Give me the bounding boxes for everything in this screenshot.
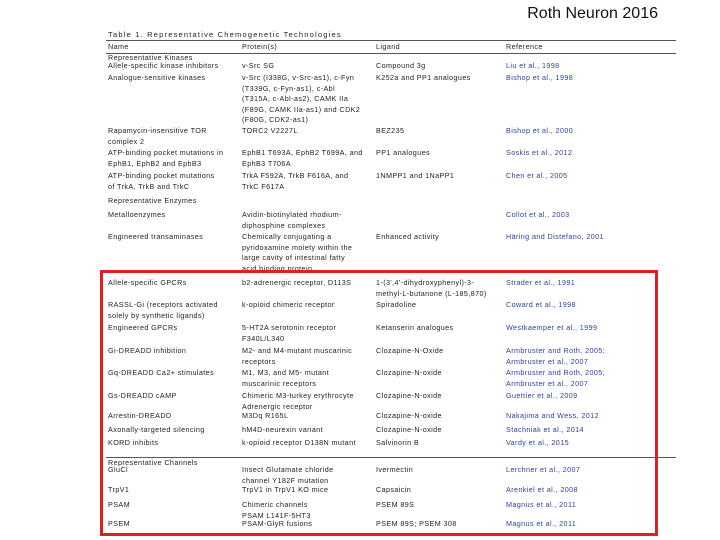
cell-line: KORD inhibits xyxy=(108,438,159,447)
cell-line: Ketanserin analogues xyxy=(376,323,454,332)
cell-line: PSEM 89S xyxy=(376,500,415,509)
cell-line: Allele-specific kinase inhibitors xyxy=(108,61,219,70)
cell-line: 5-HT2A serotonin receptor xyxy=(242,323,337,332)
cell-ligand xyxy=(376,73,471,84)
cell-line: Vardy et al., 2015 xyxy=(506,438,570,447)
cell-line: Coward et al., 1998 xyxy=(506,300,576,309)
cell-line: Armbruster et al., 2007 xyxy=(506,356,589,366)
cell-line: RASSL-Gi (receptors activated xyxy=(108,300,218,309)
cell-line: Analogue-sensitive kinases xyxy=(108,73,206,82)
cell-line: PSEM xyxy=(108,519,130,528)
cell-line: Chimeric M3-turkey erythrocyte xyxy=(242,391,354,400)
cell-line: Arrestin-DREADD xyxy=(108,411,172,420)
cell-line: TrkA F592A, TrkB F616A, and xyxy=(242,171,349,180)
cell-line: GluCl xyxy=(108,465,128,474)
cell-line: hM4D-neurexin variant xyxy=(242,425,324,434)
cell-line: M2- and M4-mutant muscarinic xyxy=(242,346,353,355)
cell-line: M3Dq R165L xyxy=(242,411,289,420)
cell-line: Engineered GPCRs xyxy=(108,323,178,332)
cell-line: Bishop et al., 1998 xyxy=(506,73,574,82)
table-title: Table 1. Representative Chemogenetic Technologies xyxy=(108,30,342,39)
cell-line: acid binding protein xyxy=(242,263,313,273)
cell-line: Stachniak et al., 2014 xyxy=(506,425,584,434)
cell-line: Spiradoline xyxy=(376,300,417,309)
col-header-ligand: Ligand xyxy=(376,42,400,51)
cell-line: v-Src (I338G, v-Src-as1), c-Fyn xyxy=(242,73,355,82)
cell-line: (F89G, CAMK IIa-as1) and CDK2 xyxy=(242,104,361,114)
cell-line: (T339G, c-Fyn-as1), c-Abl xyxy=(242,83,336,93)
cell-line: PSAM L141F-5HT3 xyxy=(242,510,311,520)
cell-line: Clozapine-N-Oxide xyxy=(376,346,444,355)
cell-protein xyxy=(242,126,298,137)
cell-line: ATP-binding pocket mutations xyxy=(108,171,215,180)
cell-line: Capsaicin xyxy=(376,485,412,494)
cell-name xyxy=(108,148,223,169)
cell-line: channel Y182F mutation xyxy=(242,475,329,485)
cell-name xyxy=(108,232,203,243)
cell-ligand xyxy=(376,148,430,159)
cell-line: Adrenergic receptor xyxy=(242,401,313,411)
cell-line: Bishop et al., 2000 xyxy=(506,126,574,135)
cell-line: diphosphine complexes xyxy=(242,220,326,230)
cell-line: v-Src SG xyxy=(242,61,275,70)
cell-line: large cavity of intestinal fatty xyxy=(242,253,346,263)
cell-name xyxy=(108,61,219,72)
cell-line: Chemically conjugating a xyxy=(242,232,332,241)
cell-line: Arenkiel et al., 2008 xyxy=(506,485,578,494)
col-header-name: Name xyxy=(108,42,129,51)
col-header-protein: Protein(s) xyxy=(242,42,278,51)
cell-protein xyxy=(242,73,360,126)
section-label: Representative Enzymes xyxy=(108,196,197,205)
cell-line: EphB1 T693A, EphB2 T699A, and xyxy=(242,148,363,157)
section-label: Representative Channels xyxy=(108,458,198,467)
cell-line: Armbruster and Roth, 2005; xyxy=(506,368,606,377)
col-header-reference: Reference xyxy=(506,42,543,51)
cell-line: M1, M3, and M5- mutant xyxy=(242,368,330,377)
cell-line: PSAM xyxy=(108,500,130,509)
cell-line: Armbruster et al., 2007 xyxy=(506,378,589,388)
cell-line: Gi-DREADD inhibition xyxy=(108,346,187,355)
cell-line: TrpV1 in TrpV1 KO mice xyxy=(242,485,329,494)
cell-line: Nakajima and Wess, 2012 xyxy=(506,411,599,420)
cell-name xyxy=(108,210,166,221)
cell-line: PP1 analogues xyxy=(376,148,430,157)
cell-line: Clozapine-N-oxide xyxy=(376,411,442,420)
cell-line: TrpV1 xyxy=(108,485,130,494)
cell-line: k-opioid receptor D138N mutant xyxy=(242,438,356,447)
cell-line: EphB1, EphB2 and EphB3 xyxy=(108,158,202,168)
cell-ligand xyxy=(376,171,454,182)
cell-line: Enhanced activity xyxy=(376,232,440,241)
cell-line: Magnus et al., 2011 xyxy=(506,519,577,528)
cell-line: k-opioid chimeric receptor xyxy=(242,300,335,309)
top-rule xyxy=(106,40,676,41)
cell-reference xyxy=(506,73,573,84)
cell-line: Häring and Distefano, 2001 xyxy=(506,232,604,241)
cell-line: Metalloenzymes xyxy=(108,210,166,219)
cell-line: Magnus et al., 2011 xyxy=(506,500,577,509)
cell-line: 1-(3',4'-dihydroxyphenyl)-3- xyxy=(376,278,475,287)
cell-line: Gq-DREADD Ca2+ stimulates xyxy=(108,368,215,377)
cell-line: pyridoxamine moiety within the xyxy=(242,242,353,252)
cell-reference xyxy=(506,171,568,182)
cell-ligand xyxy=(376,61,426,72)
cell-ligand xyxy=(376,126,404,137)
cell-line: Strader et al., 1991 xyxy=(506,278,576,287)
cell-line: Ivermectin xyxy=(376,465,414,474)
cell-ligand xyxy=(376,232,439,243)
cell-line: PSAM-GlyR fusions xyxy=(242,519,313,528)
header-author-year: Roth Neuron 2016 xyxy=(527,5,658,22)
cell-reference xyxy=(506,210,570,221)
cell-line: methyl-L-butanone (L-185,870) xyxy=(376,288,487,298)
cell-name xyxy=(108,73,206,84)
cell-protein xyxy=(242,148,363,169)
cell-line: PSEM 89S; PSEM 308 xyxy=(376,519,457,528)
cell-line: Chimeric channels xyxy=(242,500,308,509)
cell-line: EphB3 T706A xyxy=(242,158,292,168)
cell-line: K252a and PP1 analogues xyxy=(376,73,471,82)
cell-line: b2-adrenergic receptor, D113S xyxy=(242,278,352,287)
cell-line: Rapamycin-insensitive TOR xyxy=(108,126,207,135)
cell-reference xyxy=(506,232,604,243)
cell-protein xyxy=(242,232,352,274)
cell-line: TrkC F617A xyxy=(242,181,285,191)
cell-line: Liu et al., 1998 xyxy=(506,61,560,70)
cell-line: Clozapine-N-oxide xyxy=(376,368,442,377)
cell-line: Chen et al., 2005 xyxy=(506,171,568,180)
cell-line: TORC2 V2227L xyxy=(242,126,298,135)
cell-line: Clozapine-N-oxide xyxy=(376,391,442,400)
cell-line: Insect Glutamate chloride xyxy=(242,465,334,474)
cell-name xyxy=(108,126,207,147)
cell-line: Allele-specific GPCRs xyxy=(108,278,187,287)
cell-protein xyxy=(242,210,342,231)
cell-line: Soskis et al., 2012 xyxy=(506,148,573,157)
cell-line: Westkaemper et al., 1999 xyxy=(506,323,598,332)
cell-line: Guettier et al., 2009 xyxy=(506,391,578,400)
cell-line: (F80G, CDK2-as1) xyxy=(242,115,309,125)
cell-line: muscarinic receptors xyxy=(242,378,317,388)
cell-line: 1NMPP1 and 1NaPP1 xyxy=(376,171,455,180)
cell-line: of TrkA, TrkB and TrkC xyxy=(108,181,190,191)
cell-line: F340L/L340 xyxy=(242,333,285,343)
cell-line: Collot et al., 2003 xyxy=(506,210,570,219)
section-label: Representative Kinases xyxy=(108,53,193,62)
cell-name xyxy=(108,171,215,192)
cell-protein xyxy=(242,61,274,72)
cell-line: (T315A, c-Abl-as2), CAMK IIa xyxy=(242,94,349,104)
cell-line: Lerchner et al., 2007 xyxy=(506,465,581,474)
cell-line: Engineered transaminases xyxy=(108,232,204,241)
cell-line: receptors xyxy=(242,356,276,366)
cell-line: Salvinorin B xyxy=(376,438,420,447)
cell-reference xyxy=(506,126,573,137)
cell-line: solely by synthetic ligands) xyxy=(108,310,205,320)
cell-line: complex 2 xyxy=(108,136,145,146)
cell-line: Compound 3g xyxy=(376,61,426,70)
cell-line: BEZ235 xyxy=(376,126,405,135)
cell-line: Armbruster and Roth, 2005; xyxy=(506,346,606,355)
cell-line: Gs-DREADD cAMP xyxy=(108,391,177,400)
cell-reference xyxy=(506,148,572,159)
cell-line: ATP-binding pocket mutations in xyxy=(108,148,224,157)
cell-reference xyxy=(506,61,560,72)
cell-protein xyxy=(242,171,348,192)
cell-line: Axonally-targeted silencing xyxy=(108,425,205,434)
cell-line: Clozapine-N-oxide xyxy=(376,425,442,434)
highlight-box xyxy=(100,270,658,536)
cell-line: Avidin-biotinylated rhodium- xyxy=(242,210,342,219)
